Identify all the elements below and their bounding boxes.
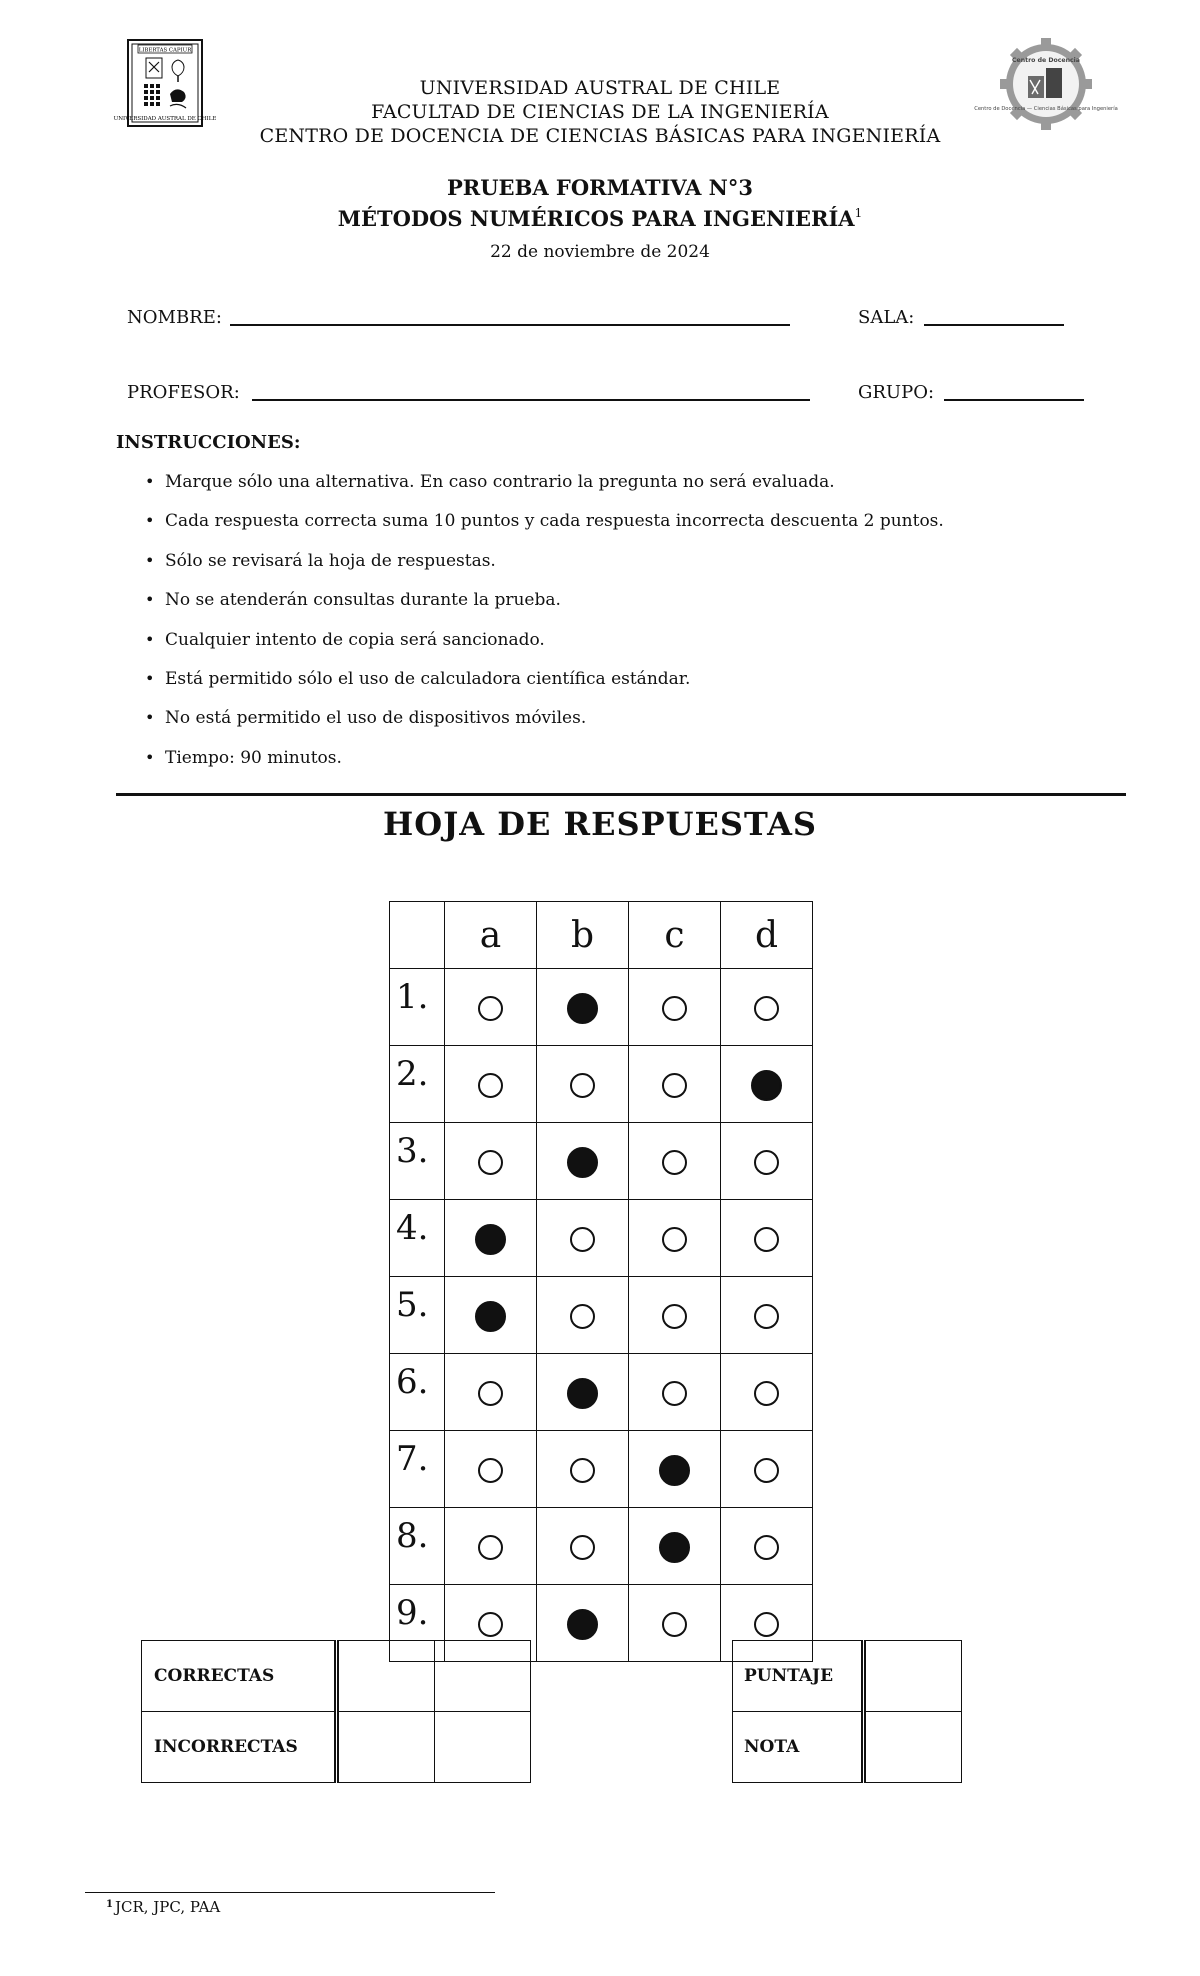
column-header-c: c (629, 902, 721, 969)
nota-value-cell[interactable] (864, 1712, 962, 1783)
footnote (106, 1898, 220, 1916)
answer-cell (445, 1508, 537, 1585)
answer-cell (537, 1123, 629, 1200)
answer-cell (537, 1431, 629, 1508)
instructions-title: INSTRUCCIONES: (116, 432, 301, 453)
nombre-label: NOMBRE: (127, 307, 222, 328)
instruction-item: • Marque sólo una alternativa. En caso contrario la pregunta no será evaluada. (145, 470, 1095, 509)
empty-bubble-c[interactable] (662, 1612, 687, 1637)
sala-field[interactable] (924, 324, 1064, 326)
answer-cell (629, 1277, 721, 1354)
answer-cell (721, 1123, 813, 1200)
answer-cell (629, 969, 721, 1046)
answer-cell (445, 1046, 537, 1123)
answer-grid (389, 901, 813, 1662)
answer-cell (721, 1046, 813, 1123)
answer-cell (629, 1200, 721, 1277)
filled-bubble-c[interactable] (659, 1455, 690, 1486)
answer-cell (537, 1277, 629, 1354)
answer-cell (721, 1200, 813, 1277)
profesor-field[interactable] (252, 399, 810, 401)
answer-row (390, 1354, 813, 1431)
answer-cell (629, 1431, 721, 1508)
grid-corner (390, 902, 445, 969)
answer-cell (537, 1354, 629, 1431)
instruction-item: • Está permitido sólo el uso de calculadora científica estándar. (145, 667, 1095, 706)
column-header-d: d (721, 902, 813, 969)
correctas-label: CORRECTAS (142, 1641, 337, 1712)
empty-bubble-b[interactable] (570, 1535, 595, 1560)
answer-cell (445, 1354, 537, 1431)
question-number: 5. (390, 1277, 445, 1354)
logo-motto: LIBERTAS CAPIUR (138, 47, 192, 54)
incorrectas-label: INCORRECTAS (142, 1712, 337, 1783)
empty-bubble-d[interactable] (754, 1227, 779, 1252)
empty-bubble-c[interactable] (662, 1381, 687, 1406)
empty-bubble-c[interactable] (662, 996, 687, 1021)
incorrectas-points-cell[interactable] (435, 1712, 531, 1783)
correctas-points-cell[interactable] (435, 1641, 531, 1712)
profesor-label: PROFESOR: (127, 382, 240, 403)
instruction-item: • Tiempo: 90 minutos. (145, 746, 1095, 785)
question-number: 8. (390, 1508, 445, 1585)
empty-bubble-b[interactable] (570, 1227, 595, 1252)
answer-cell (721, 969, 813, 1046)
question-number: 2. (390, 1046, 445, 1123)
empty-bubble-a[interactable] (478, 1458, 503, 1483)
answer-cell (445, 1277, 537, 1354)
empty-bubble-b[interactable] (570, 1304, 595, 1329)
answer-cell (445, 1200, 537, 1277)
answer-cell (721, 1277, 813, 1354)
footnote-mark: 1 (854, 206, 863, 220)
grupo-label: GRUPO: (858, 382, 935, 403)
footnote-rule (85, 1892, 495, 1893)
filled-bubble-a[interactable] (475, 1224, 506, 1255)
answer-cell (629, 1508, 721, 1585)
answer-cell (445, 1431, 537, 1508)
question-number: 6. (390, 1354, 445, 1431)
gear-logo-text: Centro de Docencia — Ciencias Básicas para Ingeniería (974, 106, 1118, 112)
answer-cell (721, 1354, 813, 1431)
empty-bubble-a[interactable] (478, 1612, 503, 1637)
filled-bubble-d[interactable] (751, 1070, 782, 1101)
answer-row (390, 1123, 813, 1200)
empty-bubble-d[interactable] (754, 996, 779, 1021)
section-divider (116, 793, 1126, 796)
instruction-item: • Cualquier intento de copia será sancionado. (145, 628, 1095, 667)
empty-bubble-c[interactable] (662, 1304, 687, 1329)
empty-bubble-d[interactable] (754, 1612, 779, 1637)
exam-date: 22 de noviembre de 2024 (490, 242, 710, 262)
answer-sheet-title: HOJA DE RESPUESTAS (382, 805, 818, 843)
filled-bubble-b[interactable] (567, 1378, 598, 1409)
answer-cell (629, 1354, 721, 1431)
course-title-text: MÉTODOS NUMÉRICOS PARA INGENIERÍA (337, 206, 855, 231)
answer-cell (445, 969, 537, 1046)
empty-bubble-c[interactable] (662, 1227, 687, 1252)
footnote-text: JCR, JPC, PAA (114, 1898, 221, 1916)
course-title (0, 206, 1200, 231)
instruction-item: • No se atenderán consultas durante la prueba. (145, 588, 1095, 627)
incorrectas-count-cell[interactable] (337, 1712, 435, 1783)
sala-label: SALA: (858, 307, 915, 328)
answer-cell (629, 1046, 721, 1123)
empty-bubble-a[interactable] (478, 1150, 503, 1175)
empty-bubble-d[interactable] (754, 1150, 779, 1175)
instruction-item: • Sólo se revisará la hoja de respuestas. (145, 549, 1095, 588)
instruction-item: • Cada respuesta correcta suma 10 puntos y cada respuesta incorrecta descuenta 2 puntos. (145, 509, 1095, 548)
answer-cell (537, 1508, 629, 1585)
grupo-field[interactable] (944, 399, 1084, 401)
empty-bubble-a[interactable] (478, 1381, 503, 1406)
question-number: 4. (390, 1200, 445, 1277)
column-header-b: b (537, 902, 629, 969)
answer-cell (629, 1123, 721, 1200)
answer-cell (445, 1123, 537, 1200)
empty-bubble-c[interactable] (662, 1073, 687, 1098)
empty-bubble-d[interactable] (754, 1458, 779, 1483)
answer-row (390, 1508, 813, 1585)
empty-bubble-b[interactable] (570, 1073, 595, 1098)
question-number: 7. (390, 1431, 445, 1508)
correctas-count-cell[interactable] (337, 1641, 435, 1712)
question-number: 9. (390, 1585, 445, 1662)
exam-title: PRUEBA FORMATIVA N°3 (447, 175, 753, 200)
logo-ring-text: UNIVERSIDAD AUSTRAL DE CHILE (113, 116, 217, 122)
answer-cell (537, 1046, 629, 1123)
question-number: 3. (390, 1123, 445, 1200)
score-grade-table (732, 1640, 962, 1783)
puntaje-value-cell[interactable] (864, 1641, 962, 1712)
puntaje-label: PUNTAJE (733, 1641, 864, 1712)
faculty-name: FACULTAD DE CIENCIAS DE LA INGENIERÍA (371, 101, 829, 123)
answer-cell (629, 1585, 721, 1662)
nota-label: NOTA (733, 1712, 864, 1783)
instructions-list (145, 470, 1095, 785)
footnote-number: 1 (106, 1899, 113, 1910)
answer-cell (537, 969, 629, 1046)
nombre-field[interactable] (230, 324, 790, 326)
filled-bubble-a[interactable] (475, 1301, 506, 1332)
answer-cell (537, 1200, 629, 1277)
answer-row (390, 969, 813, 1046)
answer-grid-body (390, 969, 813, 1662)
answer-cell (721, 1508, 813, 1585)
filled-bubble-b[interactable] (567, 993, 598, 1024)
svg-text:Centro de Docencia: Centro de Docencia (1012, 57, 1080, 64)
center-name: CENTRO DE DOCENCIA DE CIENCIAS BÁSICAS PARA INGENIERÍA (259, 125, 941, 147)
filled-bubble-b[interactable] (567, 1147, 598, 1178)
answer-row (390, 1431, 813, 1508)
correct-incorrect-table (141, 1640, 531, 1783)
empty-bubble-d[interactable] (754, 1535, 779, 1560)
column-header-a: a (445, 902, 537, 969)
answer-row (390, 1277, 813, 1354)
question-number: 1. (390, 969, 445, 1046)
filled-bubble-c[interactable] (659, 1532, 690, 1563)
university-name: UNIVERSIDAD AUSTRAL DE CHILE (419, 77, 781, 99)
instruction-item: • No está permitido el uso de dispositivos móviles. (145, 706, 1095, 745)
empty-bubble-a[interactable] (478, 996, 503, 1021)
filled-bubble-b[interactable] (567, 1609, 598, 1640)
answer-cell (537, 1585, 629, 1662)
answer-cell (721, 1431, 813, 1508)
answer-row (390, 1200, 813, 1277)
empty-bubble-a[interactable] (478, 1073, 503, 1098)
empty-bubble-d[interactable] (754, 1304, 779, 1329)
empty-bubble-d[interactable] (754, 1381, 779, 1406)
empty-bubble-c[interactable] (662, 1150, 687, 1175)
empty-bubble-a[interactable] (478, 1535, 503, 1560)
empty-bubble-b[interactable] (570, 1458, 595, 1483)
answer-row (390, 1046, 813, 1123)
